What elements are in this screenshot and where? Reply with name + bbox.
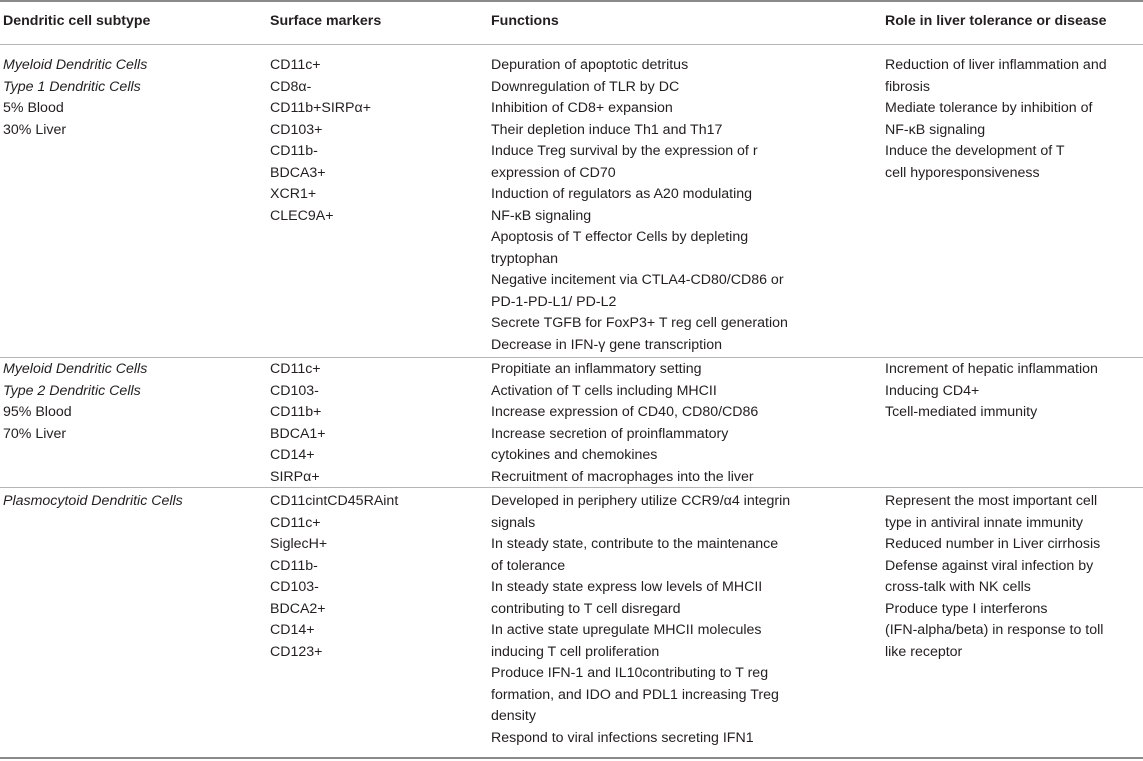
- marker: CD103+: [270, 121, 323, 138]
- function-line: expression of CD70: [491, 164, 616, 181]
- role-line: Tcell-mediated immunity: [885, 404, 1038, 420]
- row1-functions: [491, 55, 788, 356]
- function-line: Recruitment of macrophages into the liver: [491, 468, 754, 485]
- function-line: Downregulation of TLR by DC: [491, 78, 680, 95]
- role-line: Inducing CD4+: [885, 382, 980, 399]
- marker: CD11c+: [270, 514, 321, 531]
- marker: CLEC9A+: [270, 207, 334, 224]
- marker: CD11b-: [270, 143, 318, 159]
- function-line: Increase secretion of proinflammatory: [491, 425, 729, 442]
- row-divider: [0, 487, 1143, 488]
- marker: CD14+: [270, 622, 315, 638]
- marker: CD11c+: [270, 361, 321, 377]
- function-line: Apoptosis of T effector Cells by depleting: [491, 229, 749, 245]
- function-line: Their depletion induce Th1 and Th17: [491, 121, 723, 138]
- row3-markers: [270, 491, 398, 663]
- function-line: NF-κB signaling: [491, 207, 592, 224]
- marker: CD11b+: [270, 404, 322, 420]
- function-line: Respond to viral infections secreting IFN1: [491, 729, 754, 746]
- function-line: cytokines and chemokines: [491, 447, 658, 463]
- role-line: Induce the development of T: [885, 143, 1065, 159]
- row-divider: [0, 357, 1143, 358]
- marker: XCR1+: [270, 186, 317, 202]
- marker: CD11cintCD45RAint: [270, 493, 399, 509]
- table-top-rule: [0, 0, 1143, 2]
- subtype-line: 70% Liver: [3, 425, 67, 442]
- subtype-line: 30% Liver: [3, 121, 67, 138]
- marker: BDCA2+: [270, 600, 326, 617]
- marker: BDCA1+: [270, 425, 326, 442]
- subtype-line: Plasmocytoid Dendritic Cells: [3, 493, 183, 509]
- function-line: Induce Treg survival by the expression of r: [491, 143, 758, 159]
- function-line: Secrete TGFB for FoxP3+ T reg cell generation: [491, 315, 788, 331]
- role-line: fibrosis: [885, 78, 930, 95]
- marker: CD14+: [270, 447, 315, 463]
- table-bottom-rule: [0, 757, 1143, 759]
- role-line: Defense against viral infection by: [885, 557, 1094, 574]
- function-line: In steady state, contribute to the maintenance: [491, 536, 779, 552]
- role-line: like receptor: [885, 643, 963, 660]
- subtype-line: Myeloid Dendritic Cells: [3, 57, 148, 73]
- marker: SIRPα+: [270, 468, 320, 485]
- row1-subtype: [3, 55, 147, 141]
- role-line: type in antiviral innate immunity: [885, 514, 1083, 531]
- row2-markers: [270, 359, 326, 488]
- function-line: Increase expression of CD40, CD80/CD86: [491, 404, 759, 420]
- header-role: Role in liver tolerance or disease: [885, 13, 1107, 29]
- row2-subtype: [3, 359, 147, 445]
- function-line: of tolerance: [491, 557, 566, 574]
- role-line: NF-κB signaling: [885, 121, 986, 138]
- function-line: PD-1-PD-L1/ PD-L2: [491, 293, 617, 310]
- row2-functions: [491, 359, 758, 488]
- role-line: Reduced number in Liver cirrhosis: [885, 536, 1101, 552]
- role-line: Represent the most important cell: [885, 493, 1098, 509]
- role-line: Reduction of liver inflammation and: [885, 57, 1107, 73]
- row3-functions: [491, 491, 790, 749]
- subtype-line: Type 2 Dendritic Cells: [3, 382, 141, 399]
- function-line: inducing T cell proliferation: [491, 643, 660, 660]
- function-line: Developed in periphery utilize CCR9/α4 integrin: [491, 493, 791, 509]
- function-line: Depuration of apoptotic detritus: [491, 57, 689, 73]
- function-line: Propitiate an inflammatory setting: [491, 361, 702, 377]
- marker: CD11b+SIRPα+: [270, 100, 371, 116]
- marker: BDCA3+: [270, 164, 326, 181]
- row3-roles: [885, 491, 1103, 663]
- function-line: In active state upregulate MHCII molecules: [491, 622, 762, 638]
- subtype-line: 5% Blood: [3, 100, 64, 116]
- function-line: Decrease in IFN-γ gene transcription: [491, 336, 723, 353]
- function-line: signals: [491, 514, 536, 531]
- row3-subtype: [3, 491, 183, 513]
- marker: CD103-: [270, 382, 319, 399]
- header-rule: [0, 44, 1143, 45]
- role-line: Produce type I interferons: [885, 600, 1048, 617]
- subtype-line: Myeloid Dendritic Cells: [3, 361, 148, 377]
- function-line: contributing to T cell disregard: [491, 600, 681, 617]
- header-markers: Surface markers: [270, 13, 382, 29]
- function-line: density: [491, 708, 536, 724]
- role-line: Mediate tolerance by inhibition of: [885, 100, 1093, 116]
- subtype-line: 95% Blood: [3, 404, 72, 420]
- function-line: tryptophan: [491, 250, 559, 267]
- function-line: formation, and IDO and PDL1 increasing Treg: [491, 686, 779, 703]
- function-line: In steady state express low levels of MHCII: [491, 579, 763, 595]
- row2-roles: [885, 359, 1098, 424]
- function-line: Negative incitement via CTLA4-CD80/CD86 or: [491, 272, 784, 288]
- row1-markers: [270, 55, 371, 227]
- function-line: Activation of T cells including MHCII: [491, 382, 717, 399]
- marker: CD11b-: [270, 557, 318, 574]
- role-line: Increment of hepatic inflammation: [885, 361, 1098, 377]
- role-line: (IFN-alpha/beta) in response to toll: [885, 622, 1104, 638]
- marker: CD123+: [270, 643, 323, 660]
- role-line: cell hyporesponsiveness: [885, 164, 1040, 181]
- marker: SiglecH+: [270, 536, 328, 552]
- marker: CD103-: [270, 579, 319, 595]
- role-line: cross-talk with NK cells: [885, 579, 1031, 595]
- row1-roles: [885, 55, 1107, 184]
- header-subtype: Dendritic cell subtype: [3, 13, 151, 29]
- function-line: Produce IFN-1 and IL10contributing to T reg: [491, 665, 769, 681]
- marker: CD8α-: [270, 78, 312, 95]
- subtype-line: Type 1 Dendritic Cells: [3, 78, 141, 95]
- header-functions: Functions: [491, 13, 559, 29]
- function-line: Induction of regulators as A20 modulating: [491, 186, 753, 202]
- marker: CD11c+: [270, 57, 321, 73]
- function-line: Inhibition of CD8+ expansion: [491, 100, 673, 116]
